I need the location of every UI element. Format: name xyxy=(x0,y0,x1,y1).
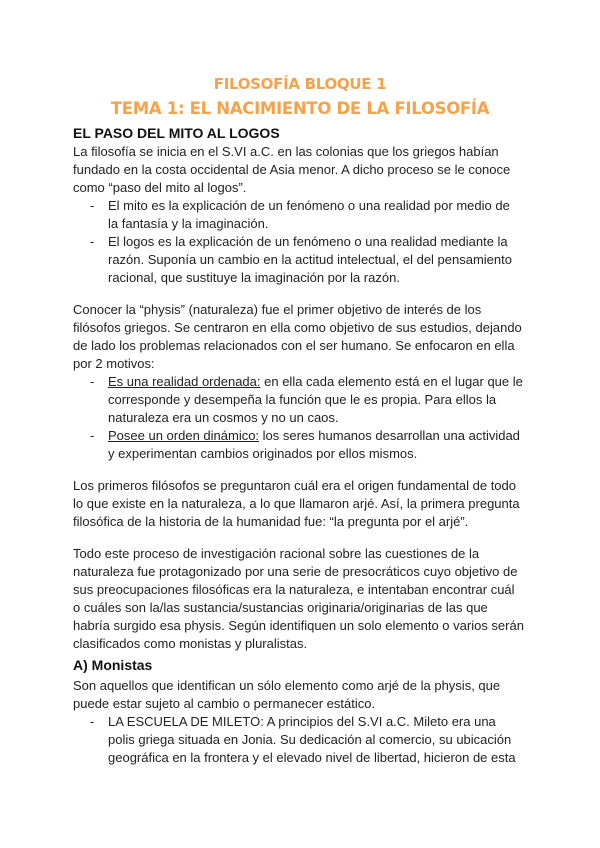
bullet-term: Posee un orden dinámico: xyxy=(108,428,260,443)
bullet-line: corresponde y desempeña la función que le es propia. Para ellos la xyxy=(108,392,497,407)
paragraph-line: lo que existe en la naturaleza, a lo que llamaron arjé. Así, la primera pregunta xyxy=(73,496,520,511)
bullet-term: Es una realidad ordenada: xyxy=(108,374,261,389)
bullet-line: la fantasía y la imaginación. xyxy=(108,216,269,231)
bullet-line xyxy=(108,427,520,445)
bullet-dash: - xyxy=(90,198,95,213)
paragraph-line: habría surgido esa physis. Según identifiquen un solo elemento o varios serán xyxy=(73,618,524,633)
section-heading-mito-logos: EL PASO DEL MITO AL LOGOS xyxy=(73,125,280,141)
bullet-line: polis griega situada en Jonia. Su dedicación al comercio, su ubicación xyxy=(108,732,512,747)
bullet-line: El logos es la explicación de un fenómeno o una realidad mediante la xyxy=(108,234,508,249)
paragraph-line: naturaleza fue protagonizado por una serie de presocráticos cuyo objetivo de xyxy=(73,564,518,579)
paragraph-line: o cuáles son la/las sustancia/sustancias originaria/originarias de las que xyxy=(73,600,488,615)
bullet-line: LA ESCUELA DE MILETO: A principios del S.VI a.C. Mileto era una xyxy=(108,714,496,729)
paragraph-line: filósofos griegos. Se centraron en ella como objetivo de sus estudios, dejando xyxy=(73,320,522,335)
bullet-line xyxy=(108,373,523,391)
paragraph-line: como “paso del mito al logos”. xyxy=(73,180,247,195)
document-title: FILOSOFÍA BLOQUE 1 xyxy=(213,75,387,93)
topic-title: TEMA 1: EL NACIMIENTO DE LA FILOSOFÍA xyxy=(110,99,490,118)
bullet-text: en ella cada elemento está en el lugar que le xyxy=(260,374,523,389)
paragraph-line: Conocer la “physis” (naturaleza) fue el primer objetivo de interés de los xyxy=(73,302,482,317)
bullet-dash: - xyxy=(90,374,95,389)
paragraph-line: filosófica de la historia de la humanidad fue: “la pregunta por el arjé”. xyxy=(73,514,469,529)
paragraph-line: Todo este proceso de investigación racional sobre las cuestiones de la xyxy=(73,546,480,561)
paragraph-line: puede estar sujeto al cambio o permanecer estático. xyxy=(73,696,376,711)
bullet-dash: - xyxy=(90,714,95,729)
paragraph-line: fundado en la costa occidental de Asia menor. A dicho proceso se le conoce xyxy=(73,162,511,177)
bullet-line: El mito es la explicación de un fenómeno o una realidad por medio de xyxy=(108,198,510,213)
paragraph-line: sus preocupaciones filosóficas era la naturaleza, e intentaban encontrar cuál xyxy=(73,582,515,597)
bullet-line: y experimentan cambios originados por ellos mismos. xyxy=(108,446,418,461)
bullet-dash: - xyxy=(90,428,95,443)
paragraph-line: Son aquellos que identifican un sólo elemento como arjé de la physis, que xyxy=(73,678,501,693)
paragraph-line: Los primeros filósofos se preguntaron cuál era el origen fundamental de todo xyxy=(73,478,516,493)
paragraph-line: por 2 motivos: xyxy=(73,356,155,371)
paragraph-line: clasificados como monistas y pluralistas. xyxy=(73,636,308,651)
paragraph-line: La filosofía se inicia en el S.VI a.C. en las colonias que los griegos habían xyxy=(73,144,499,159)
bullet-line: razón. Suponía un cambio en la actitud intelectual, el del pensamiento xyxy=(108,252,512,267)
section-heading-monistas: A) Monistas xyxy=(73,657,153,673)
bullet-text: los seres humanos desarrollan una actividad xyxy=(259,428,520,443)
bullet-dash: - xyxy=(90,234,95,249)
paragraph-line: de lado los problemas relacionados con el ser humano. Se enfocaron en ella xyxy=(73,338,515,353)
bullet-line: naturaleza era un cosmos y no un caos. xyxy=(108,410,339,425)
bullet-line: geográfica en la frontera y el elevado nivel de libertad, hicieron de esta xyxy=(108,750,516,765)
bullet-line: racional, que sustituye la imaginación por la razón. xyxy=(108,270,400,285)
